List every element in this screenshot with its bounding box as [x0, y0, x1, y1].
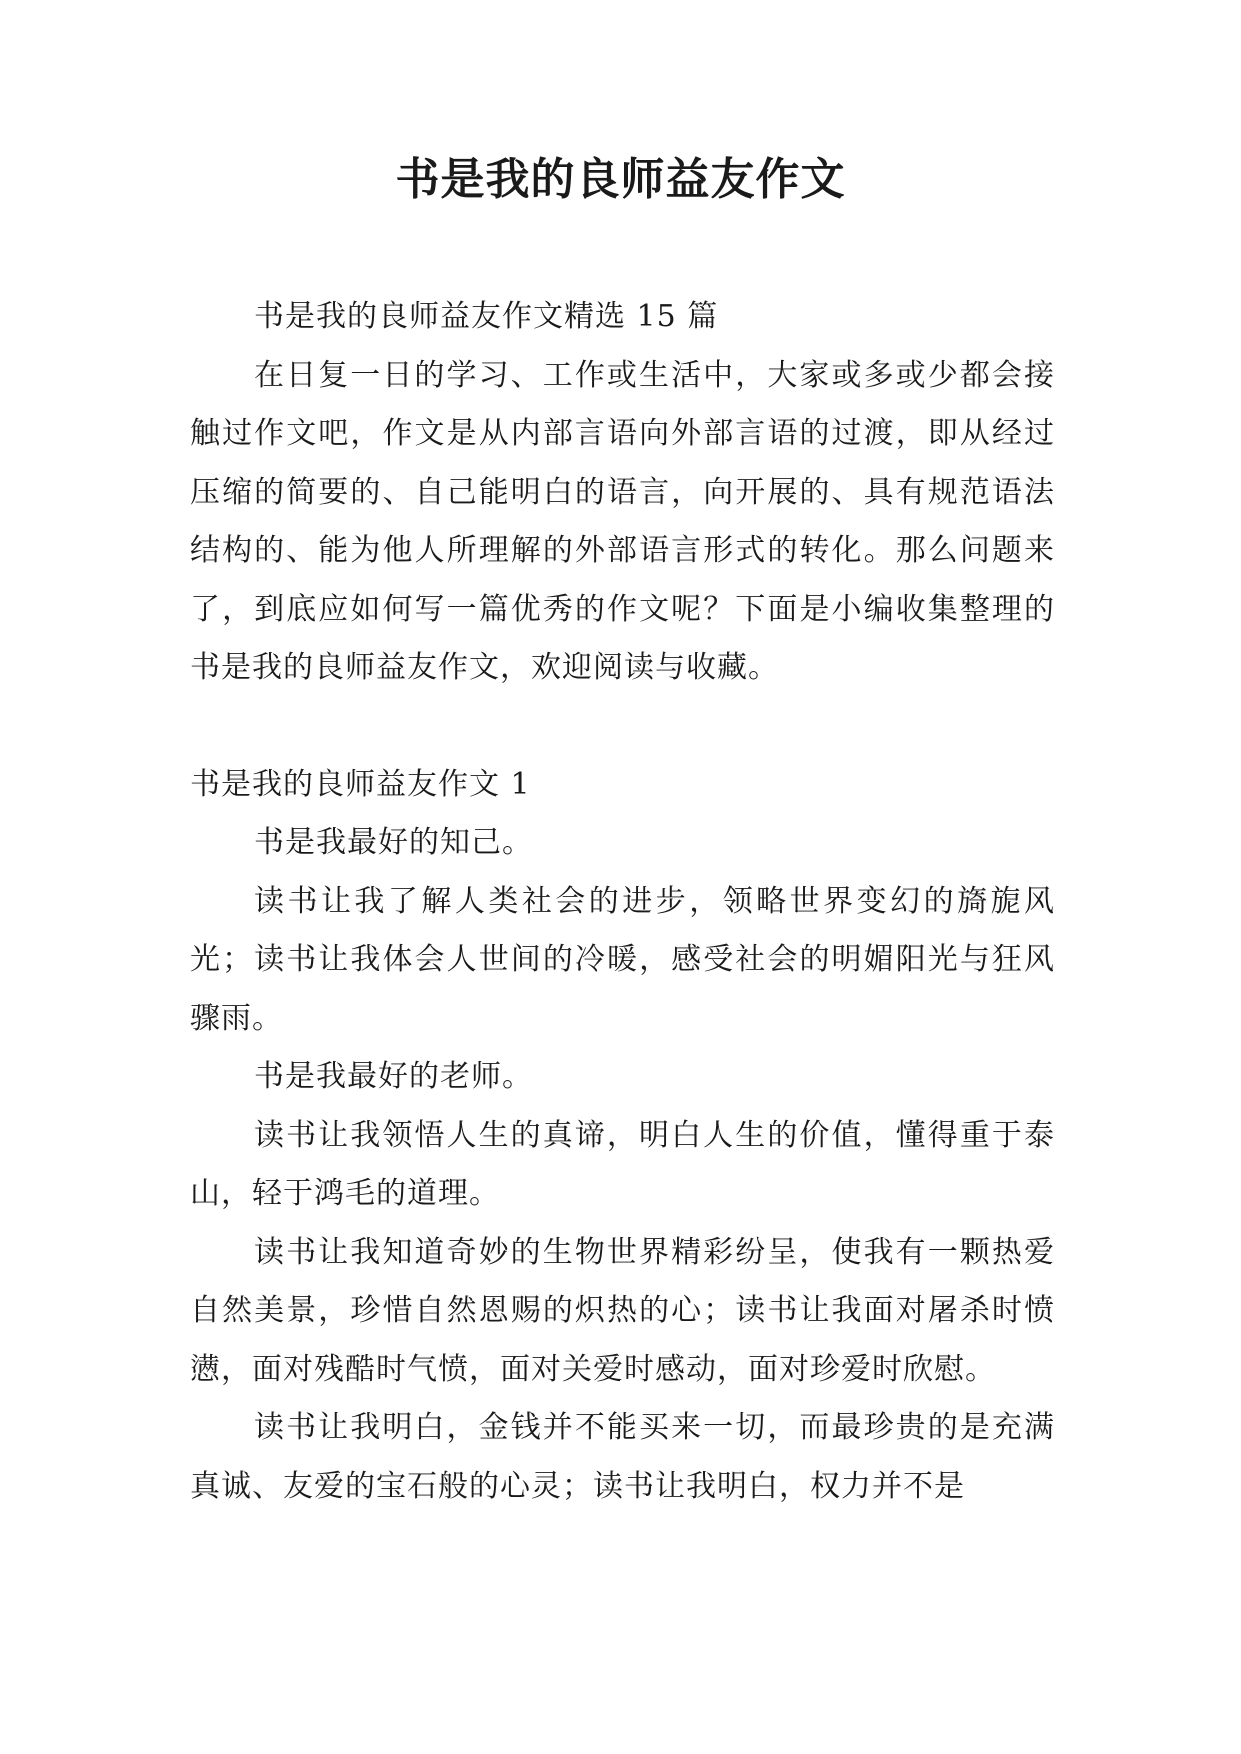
document-title: 书是我的良师益友作文 [395, 154, 846, 205]
essay-heading: 书是我的良师益友作文 1 [190, 766, 531, 802]
essay-paragraph: 读书让我知道奇妙的生物世界精彩纷呈，使我有一颗热爱自然美景，珍惜自然恩赐的炽热的心；读书让我面对屠杀时愤懑，面对残酷时气愤，面对关爱时感动，面对珍爱时欣慰。 [190, 1234, 1055, 1387]
essay-paragraph: 书是我最好的知己。 [254, 825, 533, 860]
intro-paragraph: 在日复一日的学习、工作或生活中，大家或多或少都会接触过作文吧，作文是从内部言语向外部言语的过渡，即从经过压缩的简要的、自己能明白的语言，向开展的、具有规范语法结构的、能为他人所理解的外部语言形式的转化。那么问题来了，到底应如何写一篇优秀的作文呢？下面是小编收集整理的书是我的良师益友作文，欢迎阅读与收藏。 [190, 357, 1055, 685]
intro-subtitle: 书是我的良师益友作文精选 15 篇 [254, 299, 719, 334]
essay-paragraph: 读书让我明白，金钱并不能买来一切，而最珍贵的是充满真诚、友爱的宝石般的心灵；读书让我明白，权力并不是 [190, 1410, 1055, 1504]
essay-paragraph: 读书让我领悟人生的真谛，明白人生的价值，懂得重于泰山，轻于鸿毛的道理。 [190, 1117, 1055, 1211]
essay-paragraph: 读书让我了解人类社会的进步，领略世界变幻的旖旎风光；读书让我体会人世间的冷暖，感受社会的明媚阳光与狂风骤雨。 [190, 883, 1055, 1036]
section-gap [190, 698, 1055, 756]
document-body [190, 288, 1055, 1516]
essay-paragraph: 书是我最好的老师。 [254, 1059, 533, 1094]
